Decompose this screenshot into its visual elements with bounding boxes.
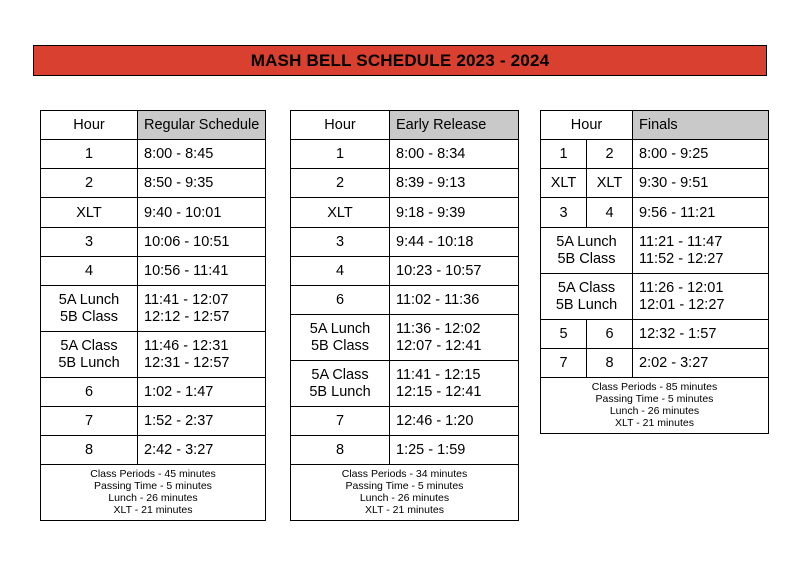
time-cell: 1:25 - 1:59	[390, 436, 519, 465]
hour-line: 5A Class	[557, 279, 616, 296]
header-row	[41, 111, 266, 140]
time-line: 12:07 - 12:41	[396, 337, 482, 354]
hour-cell: 4	[587, 198, 633, 228]
hour-line: 5B Class	[59, 308, 119, 325]
time-line: 11:21 - 11:47	[639, 233, 723, 250]
schedule-notes	[541, 378, 769, 434]
time-cell: 8:39 - 9:13	[390, 169, 519, 198]
note-line: XLT - 21 minutes	[615, 417, 694, 429]
table-row	[291, 228, 519, 257]
hour-line: 5A Class	[60, 337, 118, 354]
hour-header: Hour	[291, 111, 390, 140]
hour-cell: XLT	[41, 198, 138, 228]
time-line: 11:52 - 12:27	[639, 250, 724, 267]
hour-line: 5B Lunch	[555, 296, 618, 313]
note-line: Passing Time - 5 minutes	[94, 480, 212, 492]
hour-line: 5B Lunch	[58, 354, 120, 371]
hour-line: 5A Class	[311, 366, 369, 383]
table-row	[41, 286, 266, 332]
hour-line: 5B Lunch	[309, 383, 371, 400]
time-line: 12:12 - 12:57	[144, 308, 230, 325]
table-row	[291, 257, 519, 286]
time-cell: 8:00 - 9:25	[633, 140, 769, 169]
time-line: 12:01 - 12:27	[639, 296, 725, 313]
table-row	[541, 320, 769, 349]
hour-cell: 1	[541, 140, 587, 169]
time-line: 11:41 - 12:07	[144, 291, 229, 308]
time-cell	[138, 286, 266, 332]
hour-cell: 2	[41, 169, 138, 198]
hour-cell: XLT	[291, 198, 390, 228]
footer-row	[541, 378, 769, 434]
page-title: MASH BELL SCHEDULE 2023 - 2024	[33, 45, 767, 76]
regular-schedule-header: Regular Schedule	[138, 111, 266, 140]
time-line: 11:41 - 12:15	[396, 366, 481, 383]
hour-line: 5A Lunch	[309, 320, 371, 337]
hour-cell	[541, 228, 633, 274]
hour-cell	[41, 286, 138, 332]
hour-cell	[291, 315, 390, 361]
table-row	[541, 198, 769, 228]
note-line: Class Periods - 45 minutes	[90, 468, 216, 480]
time-cell: 10:23 - 10:57	[390, 257, 519, 286]
table-row	[41, 436, 266, 465]
hour-cell: XLT	[587, 169, 633, 198]
schedule-notes	[41, 465, 266, 521]
table-row	[41, 228, 266, 257]
time-line: 11:26 - 12:01	[639, 279, 724, 296]
hour-cell	[541, 274, 633, 320]
hour-cell: 8	[587, 349, 633, 378]
hour-cell: 2	[291, 169, 390, 198]
table-row	[291, 407, 519, 436]
hour-cell: 3	[41, 228, 138, 257]
regular-schedule-table	[40, 110, 266, 521]
footer-row	[41, 465, 266, 521]
table-row	[291, 436, 519, 465]
time-cell	[633, 274, 769, 320]
time-cell: 10:56 - 11:41	[138, 257, 266, 286]
note-line: Class Periods - 85 minutes	[591, 381, 718, 393]
table-row	[541, 349, 769, 378]
hour-line: 5A Lunch	[58, 291, 120, 308]
note-line: Passing Time - 5 minutes	[345, 480, 464, 492]
time-cell: 11:02 - 11:36	[390, 286, 519, 315]
table-row	[291, 315, 519, 361]
note-line: Passing Time - 5 minutes	[595, 393, 714, 405]
table-row	[291, 286, 519, 315]
time-cell	[390, 315, 519, 361]
header-row	[541, 111, 769, 140]
time-cell: 10:06 - 10:51	[138, 228, 266, 257]
table-row	[41, 407, 266, 436]
table-row	[41, 332, 266, 378]
time-cell: 9:40 - 10:01	[138, 198, 266, 228]
table-row	[541, 140, 769, 169]
hour-cell: 7	[541, 349, 587, 378]
note-line: Lunch - 26 minutes	[359, 492, 450, 504]
time-cell: 8:00 - 8:34	[390, 140, 519, 169]
hour-cell: 3	[541, 198, 587, 228]
footer-row	[291, 465, 519, 521]
table-row	[291, 140, 519, 169]
note-line: Lunch - 26 minutes	[609, 405, 700, 417]
hour-line: 5B Class	[557, 250, 616, 267]
time-cell: 1:02 - 1:47	[138, 378, 266, 407]
hour-cell: XLT	[541, 169, 587, 198]
schedule-notes	[291, 465, 519, 521]
hour-cell: 5	[541, 320, 587, 349]
time-cell: 9:30 - 9:51	[633, 169, 769, 198]
note-line: Lunch - 26 minutes	[108, 492, 198, 504]
header-row	[291, 111, 519, 140]
time-line: 12:31 - 12:57	[144, 354, 230, 371]
hour-cell: 6	[41, 378, 138, 407]
hour-cell: 4	[41, 257, 138, 286]
hour-cell: 6	[587, 320, 633, 349]
time-cell: 9:56 - 11:21	[633, 198, 769, 228]
table-row	[291, 198, 519, 228]
time-line: 11:36 - 12:02	[396, 320, 481, 337]
time-cell: 12:32 - 1:57	[633, 320, 769, 349]
time-cell: 2:42 - 3:27	[138, 436, 266, 465]
hour-cell: 7	[41, 407, 138, 436]
table-row	[41, 378, 266, 407]
table-row	[41, 169, 266, 198]
table-row	[291, 361, 519, 407]
time-cell: 8:50 - 9:35	[138, 169, 266, 198]
hour-cell: 8	[41, 436, 138, 465]
table-row	[41, 198, 266, 228]
hour-cell: 3	[291, 228, 390, 257]
time-line: 11:46 - 12:31	[144, 337, 229, 354]
hour-header: Hour	[541, 111, 633, 140]
table-row	[291, 169, 519, 198]
hour-header: Hour	[41, 111, 138, 140]
time-cell	[390, 361, 519, 407]
hour-cell: 4	[291, 257, 390, 286]
hour-cell: 7	[291, 407, 390, 436]
time-cell	[138, 332, 266, 378]
early-release-table	[290, 110, 519, 521]
hour-cell: 1	[41, 140, 138, 169]
time-cell: 9:18 - 9:39	[390, 198, 519, 228]
table-row	[541, 228, 769, 274]
hour-cell	[291, 361, 390, 407]
time-cell: 8:00 - 8:45	[138, 140, 266, 169]
time-cell: 1:52 - 2:37	[138, 407, 266, 436]
finals-header: Finals	[633, 111, 769, 140]
hour-cell	[41, 332, 138, 378]
time-cell: 12:46 - 1:20	[390, 407, 519, 436]
early-release-header: Early Release	[390, 111, 519, 140]
hour-line: 5B Class	[310, 337, 370, 354]
hour-cell: 1	[291, 140, 390, 169]
table-row	[541, 169, 769, 198]
time-line: 12:15 - 12:41	[396, 383, 482, 400]
table-row	[41, 140, 266, 169]
hour-cell: 6	[291, 286, 390, 315]
table-row	[41, 257, 266, 286]
time-cell	[633, 228, 769, 274]
finals-table	[540, 110, 769, 434]
hour-line: 5A Lunch	[556, 233, 617, 250]
note-line: Class Periods - 34 minutes	[341, 468, 468, 480]
hour-cell: 8	[291, 436, 390, 465]
hour-cell: 2	[587, 140, 633, 169]
time-cell: 9:44 - 10:18	[390, 228, 519, 257]
table-row	[541, 274, 769, 320]
note-line: XLT - 21 minutes	[365, 504, 444, 516]
note-line: XLT - 21 minutes	[113, 504, 193, 516]
time-cell: 2:02 - 3:27	[633, 349, 769, 378]
